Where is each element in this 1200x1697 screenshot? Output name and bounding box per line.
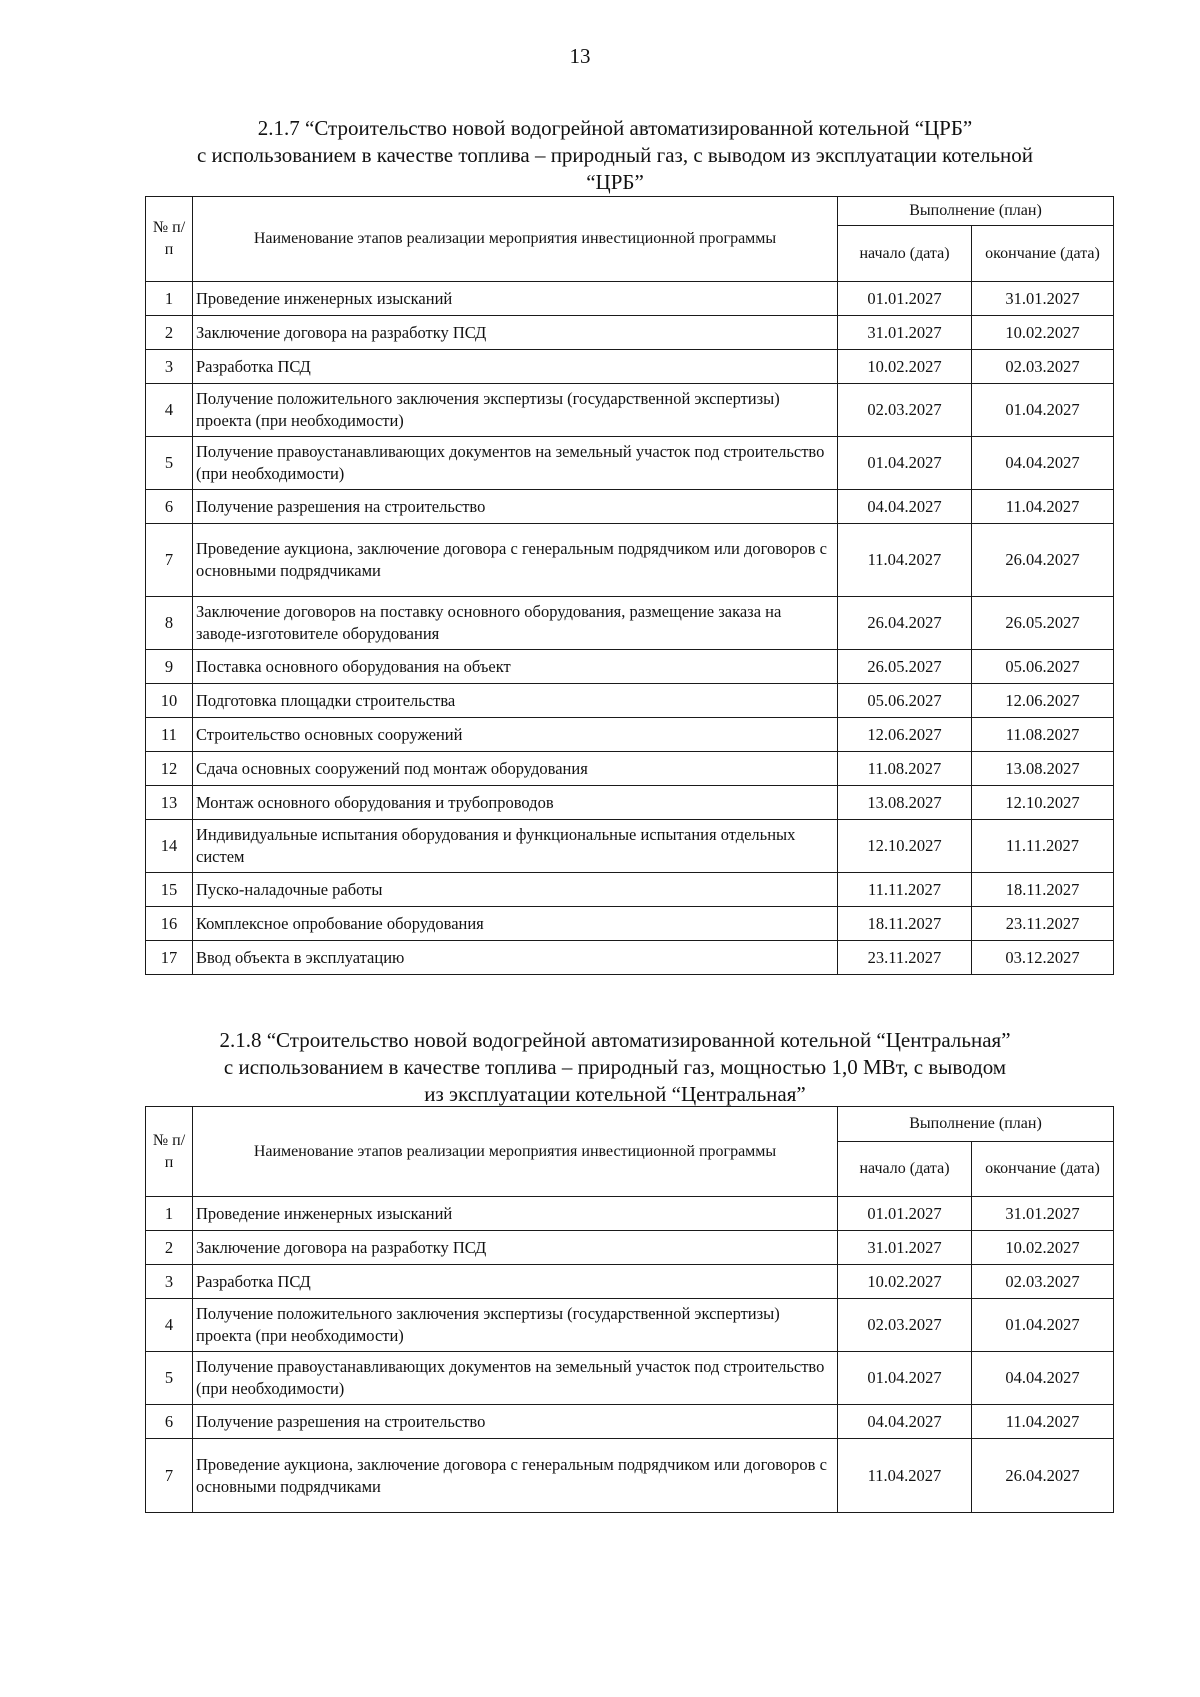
row-number: 10	[146, 684, 193, 718]
row-stage-name: Получение положительного заключения экспертизы (государственной экспертизы) проекта (при необходимости)	[193, 1299, 838, 1352]
row-end-date: 11.11.2027	[972, 820, 1114, 873]
row-end-date: 02.03.2027	[972, 350, 1114, 384]
section-title-line: 2.1.7 “Строительство новой водогрейной автоматизированной котельной “ЦРБ”	[257, 116, 973, 140]
row-number: 6	[146, 490, 193, 524]
header-stage-name: Наименование этапов реализации мероприятия инвестиционной программы	[193, 1107, 838, 1197]
header-number: № п/п	[146, 1107, 193, 1197]
header-number: № п/п	[146, 197, 193, 282]
table-row	[146, 282, 1114, 316]
row-end-date: 04.04.2027	[972, 1352, 1114, 1405]
row-start-date: 01.01.2027	[838, 282, 972, 316]
row-start-date: 11.04.2027	[838, 524, 972, 597]
row-start-date: 26.04.2027	[838, 597, 972, 650]
row-end-date: 05.06.2027	[972, 650, 1114, 684]
row-number: 1	[146, 282, 193, 316]
row-end-date: 18.11.2027	[972, 873, 1114, 907]
section-title-line: 2.1.8 “Строительство новой водогрейной автоматизированной котельной “Центральная”	[219, 1028, 1011, 1052]
row-start-date: 11.08.2027	[838, 752, 972, 786]
row-start-date: 18.11.2027	[838, 907, 972, 941]
row-number: 11	[146, 718, 193, 752]
row-stage-name: Разработка ПСД	[193, 1265, 838, 1299]
table-row	[146, 1352, 1114, 1405]
row-end-date: 04.04.2027	[972, 437, 1114, 490]
section-title-line: из эксплуатации котельной “Центральная”	[424, 1082, 806, 1106]
row-stage-name: Получение правоустанавливающих документов на земельный участок под строительство (при необходимости)	[193, 1352, 838, 1405]
row-number: 2	[146, 316, 193, 350]
row-end-date: 31.01.2027	[972, 282, 1114, 316]
table-row	[146, 1439, 1114, 1513]
section-title	[140, 1027, 1090, 1108]
row-stage-name: Заключение договора на разработку ПСД	[193, 1231, 838, 1265]
row-end-date: 10.02.2027	[972, 316, 1114, 350]
row-number: 7	[146, 1439, 193, 1513]
row-stage-name: Ввод объекта в эксплуатацию	[193, 941, 838, 975]
header-execution: Выполнение (план)	[838, 197, 1114, 226]
row-stage-name: Проведение инженерных изысканий	[193, 282, 838, 316]
row-number: 1	[146, 1197, 193, 1231]
row-start-date: 31.01.2027	[838, 1231, 972, 1265]
row-number: 8	[146, 597, 193, 650]
row-end-date: 03.12.2027	[972, 941, 1114, 975]
row-start-date: 04.04.2027	[838, 1405, 972, 1439]
table-row	[146, 1231, 1114, 1265]
header-end: окончание (дата)	[972, 1142, 1114, 1197]
row-end-date: 26.04.2027	[972, 1439, 1114, 1513]
row-stage-name: Сдача основных сооружений под монтаж оборудования	[193, 752, 838, 786]
row-start-date: 26.05.2027	[838, 650, 972, 684]
table-row	[146, 490, 1114, 524]
row-end-date: 11.04.2027	[972, 490, 1114, 524]
row-stage-name: Пуско-наладочные работы	[193, 873, 838, 907]
section-title	[140, 115, 1090, 196]
row-start-date: 01.04.2027	[838, 437, 972, 490]
row-stage-name: Строительство основных сооружений	[193, 718, 838, 752]
row-stage-name: Подготовка площадки строительства	[193, 684, 838, 718]
schedule-table	[145, 196, 1114, 975]
row-number: 5	[146, 1352, 193, 1405]
row-number: 13	[146, 786, 193, 820]
row-number: 17	[146, 941, 193, 975]
row-stage-name: Получение правоустанавливающих документов на земельный участок под строительство (при необходимости)	[193, 437, 838, 490]
row-number: 12	[146, 752, 193, 786]
row-end-date: 01.04.2027	[972, 1299, 1114, 1352]
row-number: 4	[146, 1299, 193, 1352]
row-start-date: 13.08.2027	[838, 786, 972, 820]
row-stage-name: Получение разрешения на строительство	[193, 1405, 838, 1439]
row-start-date: 02.03.2027	[838, 1299, 972, 1352]
row-end-date: 26.05.2027	[972, 597, 1114, 650]
row-stage-name: Поставка основного оборудования на объект	[193, 650, 838, 684]
table-row	[146, 437, 1114, 490]
row-start-date: 31.01.2027	[838, 316, 972, 350]
row-start-date: 04.04.2027	[838, 490, 972, 524]
table-row	[146, 350, 1114, 384]
row-start-date: 10.02.2027	[838, 1265, 972, 1299]
row-end-date: 26.04.2027	[972, 524, 1114, 597]
row-start-date: 01.04.2027	[838, 1352, 972, 1405]
row-start-date: 12.10.2027	[838, 820, 972, 873]
table-row	[146, 1405, 1114, 1439]
header-end: окончание (дата)	[972, 226, 1114, 282]
row-number: 6	[146, 1405, 193, 1439]
table-row	[146, 684, 1114, 718]
row-end-date: 12.06.2027	[972, 684, 1114, 718]
table-row	[146, 752, 1114, 786]
row-stage-name: Заключение договоров на поставку основного оборудования, размещение заказа на заводе-изготовителе оборудования	[193, 597, 838, 650]
row-number: 7	[146, 524, 193, 597]
row-stage-name: Монтаж основного оборудования и трубопроводов	[193, 786, 838, 820]
row-stage-name: Индивидуальные испытания оборудования и функциональные испытания отдельных систем	[193, 820, 838, 873]
header-start: начало (дата)	[838, 1142, 972, 1197]
header-start: начало (дата)	[838, 226, 972, 282]
table-row	[146, 597, 1114, 650]
row-start-date: 11.11.2027	[838, 873, 972, 907]
row-end-date: 11.08.2027	[972, 718, 1114, 752]
row-stage-name: Проведение аукциона, заключение договора с генеральным подрядчиком или договоров с основными подрядчиками	[193, 524, 838, 597]
row-number: 3	[146, 1265, 193, 1299]
row-end-date: 31.01.2027	[972, 1197, 1114, 1231]
row-number: 4	[146, 384, 193, 437]
row-stage-name: Заключение договора на разработку ПСД	[193, 316, 838, 350]
row-number: 5	[146, 437, 193, 490]
table-row	[146, 524, 1114, 597]
row-number: 2	[146, 1231, 193, 1265]
schedule-table	[145, 1106, 1114, 1513]
row-end-date: 11.04.2027	[972, 1405, 1114, 1439]
row-number: 15	[146, 873, 193, 907]
section-title-line: с использованием в качестве топлива – природный газ, мощностью 1,0 МВт, с выводом	[223, 1055, 1007, 1079]
table-row	[146, 384, 1114, 437]
row-stage-name: Проведение инженерных изысканий	[193, 1197, 838, 1231]
row-stage-name: Комплексное опробование оборудования	[193, 907, 838, 941]
header-stage-name: Наименование этапов реализации мероприятия инвестиционной программы	[193, 197, 838, 282]
table-row	[146, 873, 1114, 907]
row-number: 3	[146, 350, 193, 384]
row-start-date: 12.06.2027	[838, 718, 972, 752]
row-stage-name: Получение положительного заключения экспертизы (государственной экспертизы) проекта (при необходимости)	[193, 384, 838, 437]
row-stage-name: Проведение аукциона, заключение договора с генеральным подрядчиком или договоров с основными подрядчиками	[193, 1439, 838, 1513]
header-execution: Выполнение (план)	[838, 1107, 1114, 1142]
row-start-date: 10.02.2027	[838, 350, 972, 384]
section-title-line: “ЦРБ”	[586, 170, 644, 194]
table-row	[146, 316, 1114, 350]
table-row	[146, 1299, 1114, 1352]
row-number: 14	[146, 820, 193, 873]
row-start-date: 02.03.2027	[838, 384, 972, 437]
table-row	[146, 718, 1114, 752]
table-row	[146, 1265, 1114, 1299]
row-number: 9	[146, 650, 193, 684]
row-end-date: 01.04.2027	[972, 384, 1114, 437]
row-end-date: 02.03.2027	[972, 1265, 1114, 1299]
table-row	[146, 907, 1114, 941]
row-start-date: 11.04.2027	[838, 1439, 972, 1513]
page-number: 13	[569, 44, 591, 68]
row-end-date: 13.08.2027	[972, 752, 1114, 786]
table-row	[146, 820, 1114, 873]
row-stage-name: Получение разрешения на строительство	[193, 490, 838, 524]
table-row	[146, 941, 1114, 975]
row-start-date: 01.01.2027	[838, 1197, 972, 1231]
row-end-date: 23.11.2027	[972, 907, 1114, 941]
row-end-date: 10.02.2027	[972, 1231, 1114, 1265]
row-number: 16	[146, 907, 193, 941]
row-start-date: 23.11.2027	[838, 941, 972, 975]
row-stage-name: Разработка ПСД	[193, 350, 838, 384]
table-row	[146, 786, 1114, 820]
table-row	[146, 1197, 1114, 1231]
table-row	[146, 650, 1114, 684]
row-end-date: 12.10.2027	[972, 786, 1114, 820]
section-title-line: с использованием в качестве топлива – природный газ, с выводом из эксплуатации котельной	[196, 143, 1034, 167]
row-start-date: 05.06.2027	[838, 684, 972, 718]
